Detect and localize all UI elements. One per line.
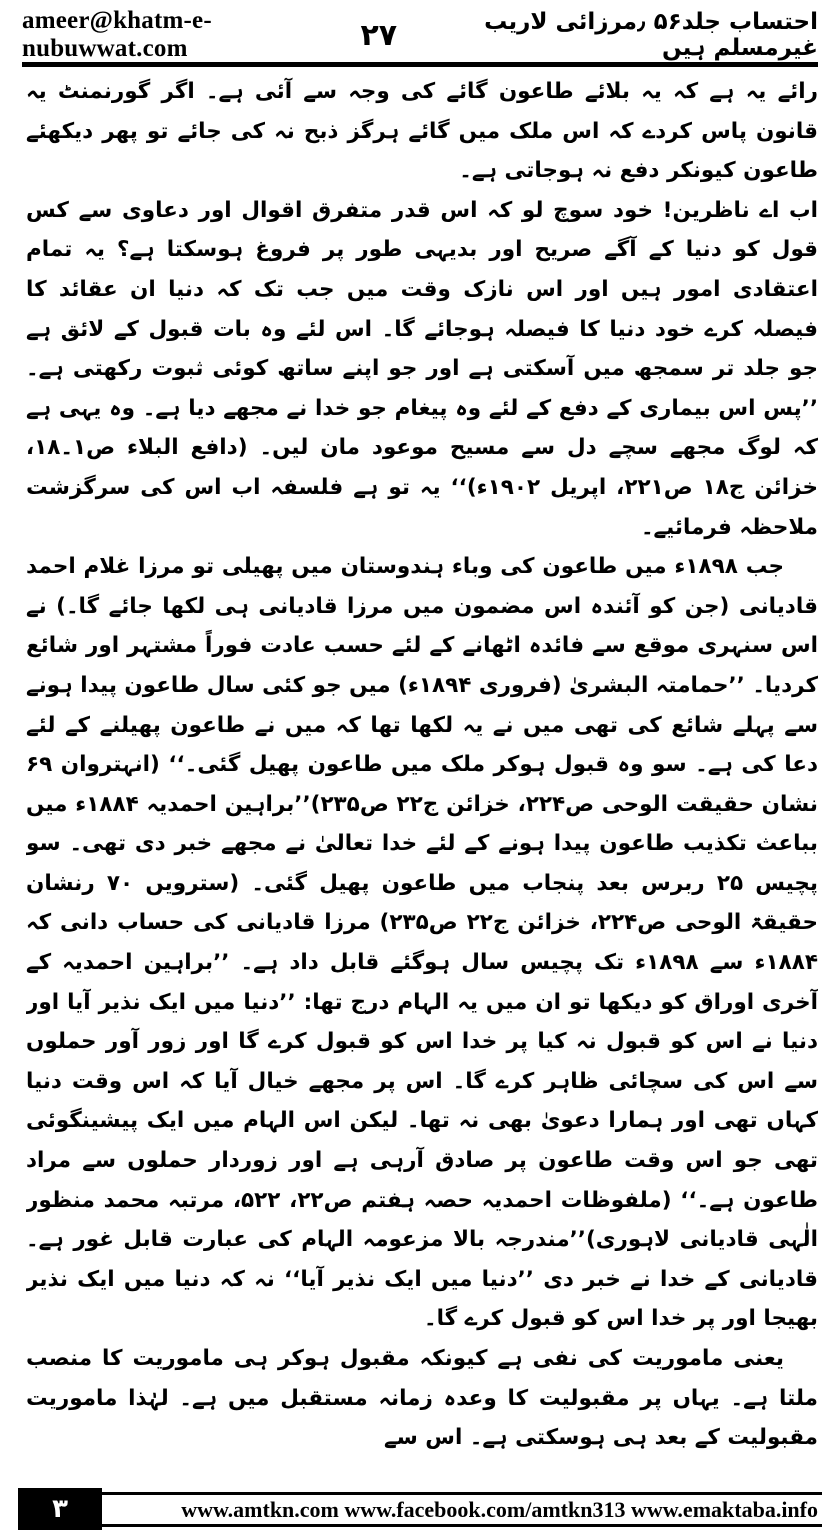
footer-page-box — [18, 1488, 102, 1530]
header-rule — [22, 62, 818, 67]
header-title: احتساب جلد۵۶ ٫مرزائی لاریب غیرمسلم ہیں — [484, 9, 818, 61]
header-email: ameer@khatm-e-nubuwwat.com — [22, 7, 212, 62]
footer-rule-bottom — [102, 1524, 822, 1527]
page-footer — [18, 1488, 822, 1530]
paragraph: یعنی ماموریت کی نفی ہے کیونکہ مقبول ہوکر ہی ماموریت کا منصب ملتا ہے۔ یہاں پر مقبولیت کا وعدہ زمانہ مستقبل میں ہے۔ لہٰذا ماموریت مقبولیت کے بعد ہی ہوسکتی ہے۔ اس سے — [26, 1346, 818, 1451]
paragraph: جب ۱۸۹۸ء میں طاعون کی وباء ہندوستان میں پھیلی تو مرزا غلام احمد قادیانی (جن کو آئندہ اس مضمون میں مرزا قادیانی ہی لکھا جائے گا۔) نے اس سنہری موقع سے فائدہ اٹھانے کے لئے حسب عادت فوراً مشتہر اور شائع کردیا۔ ’’حمامتہ البشریٰ (فروری ۱۸۹۴ء) میں جو کئی سال طاعون پیدا ہونے سے پہلے شائع کی تھی میں نے یہ لکھا تھا کہ میں نے طاعون پھیلنے کے لئے دعا کی ہے۔ سو وہ قبول ہوکر ملک میں طاعون پھیل گئی۔‘‘ (انہتروان ۶۹ نشان حقیقت الوحی ص۲۲۴، خزائن ج۲۲ ص۲۳۵)’’براہین احمدیہ ۱۸۸۴ء میں بباعث تکذیب طاعون پیدا ہونے کے لئے خدا تعالیٰ نے مجھے خبر دی تھی۔ سو پچیس ۲۵ ربرس بعد پنجاب میں طاعون پھیل گئی۔ (سترویں ۷۰ رنشان حقیقۃ الوحی ص۲۲۴، خزائن ج۲۲ ص۲۳۵) مرزا قادیانی کی حساب دانی کہ ۱۸۸۴ء سے ۱۸۹۸ء تک پچیس سال ہوگئے قابل داد ہے۔ ’’براہین احمدیہ کے آخری اوراق کو دیکھا تو ان میں یہ الہام درج تھا: ’’دنیا میں ایک نذیر آیا اور دنیا نے اس کو قبول نہ کیا پر خدا اس کو قبول کرے گا اور زور آور حملوں سے اس کی سچائی ظاہر کرے گا۔ اس پر مجھے خیال آیا کہ اس وقت دنیا کہاں تھی اور ہمارا دعویٰ بھی نہ تھا۔ لیکن اس الہام میں ایک پیشینگوئی تھی جو اس وقت طاعون پر صادق آرہی ہے اور زوردار حملوں سے مراد طاعون ہے۔‘‘ (ملفوظات احمدیہ حصہ ہفتم ص۲۲، ۵۲۲، مرتبہ محمد منظور الٰہی قادیانی لاہوری)’’مندرجہ بالا مزعومہ الہام کی عبارت قابل غور ہے۔ قادیانی کے خدا نے خبر دی ’’دنیا میں ایک نذیر آیا‘‘ نہ کہ دنیا میں ایک نذیر بھیجا اور پر خدا اس کو قبول کرے گا۔ — [26, 554, 818, 1332]
paragraph: اب اے ناظرین! خود سوچ لو کہ اس قدر متفرق اقوال اور دعاوی سے کس قول کو دنیا کے آگے صریح اور بدیہی طور پر فروغ ہوسکتا ہے؟ یہ تمام اعتقادی امور ہیں اور اس نازک وقت میں جب تک کہ دنیا ان عقائد کا فیصلہ کرے خود دنیا کا فیصلہ ہوجائے گا۔ اس لئے وہ بات قبول کے لائق ہے جو جلد تر سمجھ میں آسکتی ہے اور جو اپنے ساتھ کوئی ثبوت رکھتی ہے۔ ’’پس اس بیماری کے دفع کے لئے وہ پیغام جو خدا نے مجھے دیا ہے۔ وہ یہی ہے کہ لوگ مجھے سچے دل سے مسیح موعود مان لیں۔ (دافع البلاء ص۱۔۱۸، خزائن ج۱۸ ص۲۲۱، اپریل ۱۹۰۲ء)‘‘ یہ تو ہے فلسفہ اب اس کی سرگزشت ملاحظہ فرمائیے۔ — [26, 197, 818, 540]
body-text — [26, 72, 818, 1472]
paragraph: رائے یہ ہے کہ یہ بلائے طاعون گائے کی وجہ سے آئی ہے۔ اگر گورنمنٹ یہ قانون پاس کردے کہ اس ملک میں گائے ہرگز ذبح نہ کی جائے تو پھر دیکھئے طاعون کیونکر دفع نہ ہوجاتی ہے۔ — [26, 79, 818, 184]
footer-websites: www.amtkn.com www.facebook.com/amtkn313 www.emaktaba.info — [181, 1497, 818, 1522]
footer-rule-top — [102, 1492, 822, 1495]
page-header — [22, 7, 818, 62]
page-number: ۲۷ — [360, 17, 398, 53]
footer-box-number: ۳ — [52, 1494, 68, 1524]
